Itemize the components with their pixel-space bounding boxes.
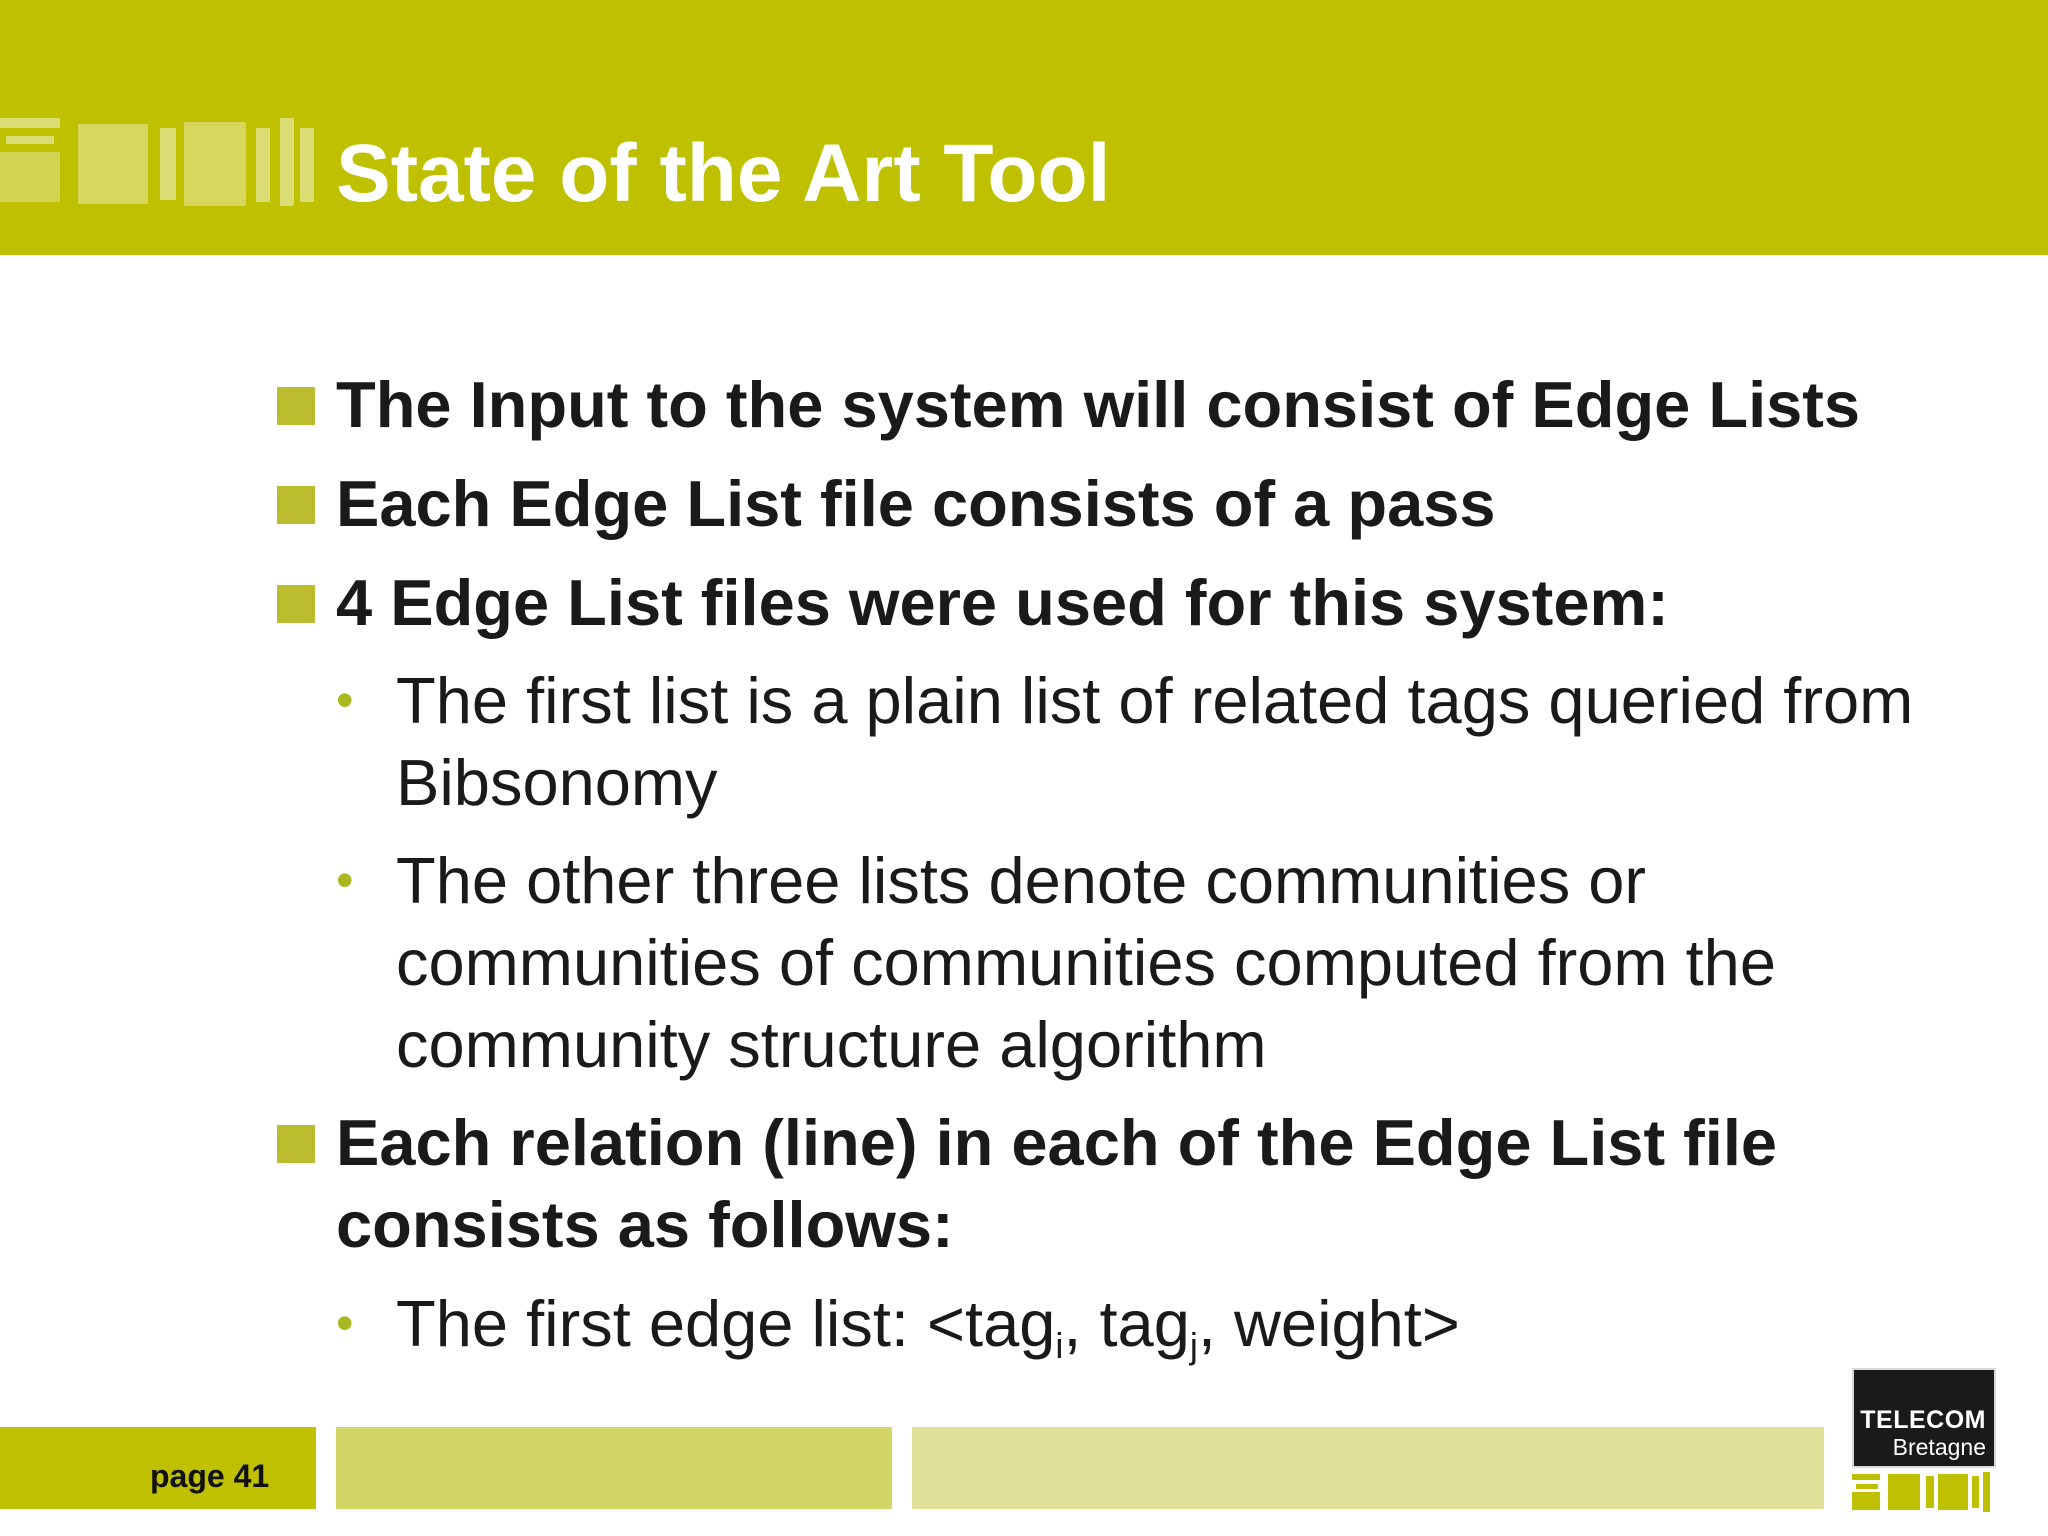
page-number: page 41 [150, 1458, 270, 1494]
edge-format-suffix: , weight> [1197, 1287, 1460, 1360]
slide-title: State of the Art Tool [336, 128, 1111, 219]
bullet-dot-icon: • [336, 672, 354, 728]
sub-bullet-text: The first list is a plain list of related tags queried from [396, 664, 1914, 737]
bullet-square-icon [277, 1125, 315, 1163]
sub-bullet-text: Bibsonomy [396, 746, 718, 819]
edge-format-middle: , tag [1063, 1287, 1190, 1360]
bullet-dot-icon: • [336, 1295, 354, 1351]
bullet-text: consists as follows: [336, 1188, 954, 1261]
logo-line-2: Bretagne [1892, 1434, 1986, 1460]
bullet-square-icon [277, 486, 315, 524]
edge-format-prefix: The first edge list: <tag [396, 1287, 1056, 1360]
sub-bullet-edge-format [396, 1282, 1460, 1365]
footer-bar-middle [336, 1427, 892, 1509]
logo-line-1: TELECOM [1860, 1406, 1986, 1434]
logo-pattern-icon [1852, 1472, 1996, 1512]
footer-bar-right [912, 1427, 1824, 1509]
subscript-i: i [1055, 1325, 1064, 1366]
bullet-text: 4 Edge List files were used for this system: [336, 566, 1669, 639]
sub-bullet-text: The other three lists denote communities or [396, 844, 1647, 917]
bullet-text: The Input to the system will consist of Edge Lists [336, 368, 1861, 441]
bullet-text: Each relation (line) in each of the Edge List file [336, 1106, 1778, 1179]
bullet-square-icon [277, 387, 315, 425]
bullet-dot-icon: • [336, 852, 354, 908]
subscript-j: j [1189, 1325, 1198, 1366]
sub-bullet-text: communities of communities computed from the [396, 926, 1776, 999]
telecom-bretagne-logo [1852, 1368, 1996, 1468]
bullet-text: Each Edge List file consists of a pass [336, 467, 1496, 540]
sub-bullet-text: community structure algorithm [396, 1008, 1267, 1081]
bullet-square-icon [277, 585, 315, 623]
